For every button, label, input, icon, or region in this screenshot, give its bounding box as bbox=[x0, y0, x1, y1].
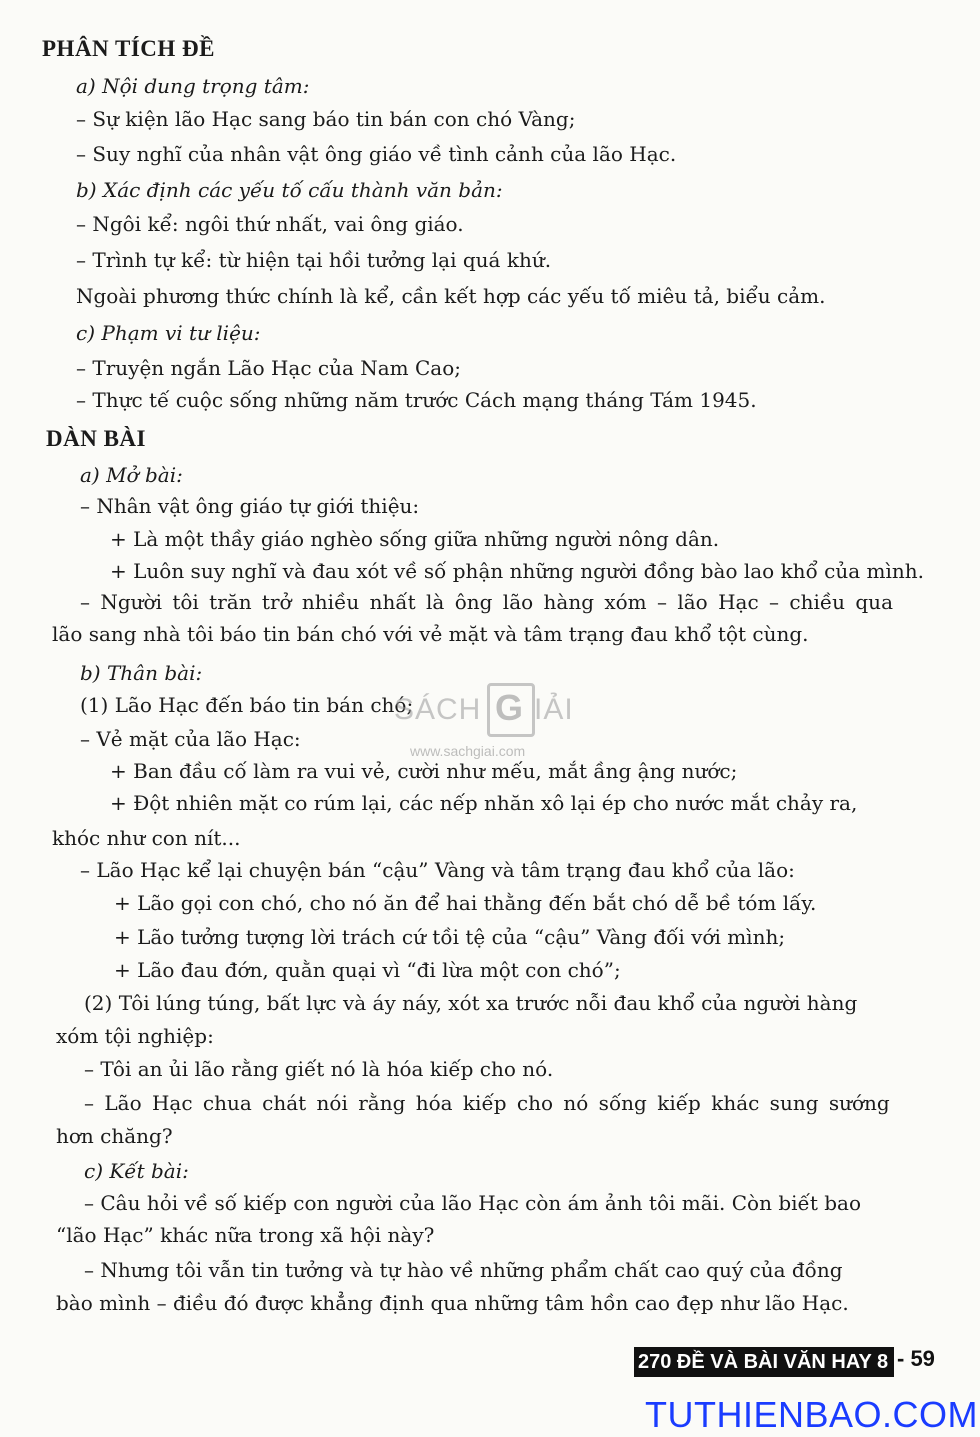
text-line: lão sang nhà tôi báo tin bán chó với vẻ mặt và tâm trạng đau khổ tột cùng. bbox=[52, 622, 809, 646]
text-line: (2) Tôi lúng túng, bất lực và áy náy, xót xa trước nỗi đau khổ của người hàng bbox=[84, 991, 858, 1015]
subheading-ket-bai: c) Kết bài: bbox=[84, 1159, 189, 1183]
text-line: – Sự kiện lão Hạc sang báo tin bán con chó Vàng; bbox=[76, 107, 576, 131]
text-line: – Lão Hạc chua chát nói rằng hóa kiếp cho nó sống kiếp khác sung sướng bbox=[84, 1091, 890, 1115]
text-line: – Tôi an ủi lão rằng giết nó là hóa kiếp cho nó. bbox=[84, 1057, 554, 1081]
subheading-pham-vi: c) Phạm vi tư liệu: bbox=[76, 321, 261, 345]
text-line: – Truyện ngắn Lão Hạc của Nam Cao; bbox=[76, 356, 461, 380]
text-line: (1) Lão Hạc đến báo tin bán chó; bbox=[80, 693, 414, 717]
text-line: + Lão tưởng tượng lời trách cứ tồi tệ của “cậu” Vàng đối với mình; bbox=[114, 925, 786, 949]
subheading-noi-dung: a) Nội dung trọng tâm: bbox=[76, 74, 310, 98]
heading-dan-bai: DÀN BÀI bbox=[46, 426, 146, 451]
text-line: + Là một thầy giáo nghèo sống giữa những người nông dân. bbox=[110, 527, 720, 551]
text-line: Ngoài phương thức chính là kể, cần kết hợp các yếu tố miêu tả, biểu cảm. bbox=[76, 284, 826, 308]
sachgiai-watermark bbox=[392, 673, 602, 763]
text-line: bào mình – điều đó được khẳng định qua những tâm hồn cao đẹp như lão Hạc. bbox=[56, 1291, 849, 1315]
text-line: – Vẻ mặt của lão Hạc: bbox=[80, 727, 301, 751]
watermark-url: www.sachgiai.com bbox=[410, 743, 526, 759]
text-line: – Lão Hạc kể lại chuyện bán “cậu” Vàng và tâm trạng đau khổ của lão: bbox=[80, 858, 795, 882]
text-line: – Thực tế cuộc sống những năm trước Cách mạng tháng Tám 1945. bbox=[76, 388, 757, 412]
text-line: – Nhưng tôi vẫn tin tưởng và tự hào về những phẩm chất cao quý của đồng bbox=[84, 1258, 843, 1282]
text-line: – Trình tự kể: từ hiện tại hồi tưởng lại quá khứ. bbox=[76, 248, 552, 272]
heading-phan-tich-de: PHÂN TÍCH ĐỀ bbox=[42, 36, 215, 61]
text-line: – Ngôi kể: ngôi thứ nhất, vai ông giáo. bbox=[76, 212, 464, 236]
watermark-logo-left: SÁCH bbox=[394, 693, 482, 726]
site-watermark: TUTHIENBAO.COM bbox=[645, 1394, 979, 1435]
text-line: xóm tội nghiệp: bbox=[56, 1024, 214, 1048]
page-number: - 59 bbox=[897, 1346, 935, 1371]
text-line: + Luôn suy nghĩ và đau xót về số phận những người đồng bào lao khổ của mình. bbox=[110, 559, 925, 583]
text-line: “lão Hạc” khác nữa trong xã hội này? bbox=[56, 1223, 435, 1247]
subheading-than-bai: b) Thân bài: bbox=[80, 661, 203, 685]
book-title-band: 270 ĐỀ VÀ BÀI VĂN HAY 8 bbox=[634, 1347, 894, 1377]
text-line: + Lão đau đớn, quằn quại vì “đi lừa một con chó”; bbox=[114, 958, 621, 982]
watermark-logo-mid: G bbox=[495, 687, 524, 728]
text-line: + Lão gọi con chó, cho nó ăn để hai thằng đến bắt chó dễ bề tóm lấy. bbox=[114, 891, 817, 915]
text-line: – Câu hỏi về số kiếp con người của lão Hạc còn ám ảnh tôi mãi. Còn biết bao bbox=[84, 1191, 861, 1215]
text-line: khóc như con nít... bbox=[52, 826, 241, 850]
subheading-yeu-to: b) Xác định các yếu tố cấu thành văn bản: bbox=[76, 178, 503, 202]
text-line: – Suy nghĩ của nhân vật ông giáo về tình cảnh của lão Hạc. bbox=[76, 142, 677, 166]
text-line: + Ban đầu cố làm ra vui vẻ, cười như mếu, mắt ầng ậng nước; bbox=[110, 759, 738, 783]
text-line: hơn chăng? bbox=[56, 1124, 173, 1148]
text-line: – Người tôi trăn trở nhiều nhất là ông lão hàng xóm – lão Hạc – chiều qua bbox=[80, 590, 893, 614]
watermark-logo-right: IẢI bbox=[534, 693, 574, 726]
text-line: – Nhân vật ông giáo tự giới thiệu: bbox=[80, 494, 420, 518]
subheading-mo-bai: a) Mở bài: bbox=[80, 463, 183, 487]
text-line: + Đột nhiên mặt co rúm lại, các nếp nhăn xô lại ép cho nước mắt chảy ra, bbox=[110, 791, 858, 815]
